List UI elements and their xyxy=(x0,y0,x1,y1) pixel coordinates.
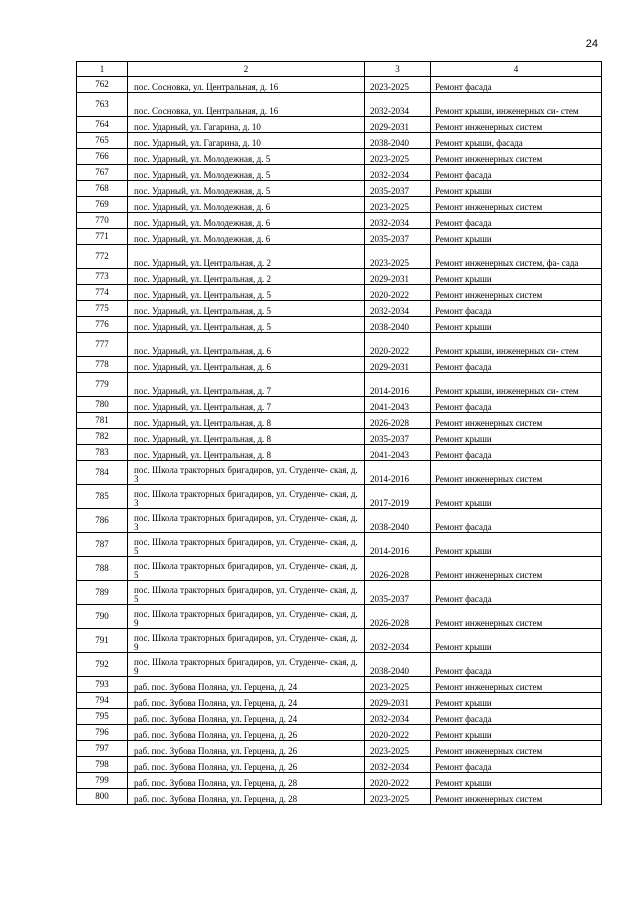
period-cell: 2029-2031 xyxy=(365,117,431,133)
address-cell: пос. Ударный, ул. Молодежная, д. 5 xyxy=(128,149,365,165)
row-number: 791 xyxy=(77,629,128,653)
row-number: 774 xyxy=(77,285,128,301)
address-cell: пос. Ударный, ул. Центральная, д. 7 xyxy=(128,397,365,413)
table-row xyxy=(77,461,602,485)
row-number: 792 xyxy=(77,653,128,677)
table-row xyxy=(77,245,602,269)
row-number: 785 xyxy=(77,485,128,509)
column-header-1: 1 xyxy=(77,62,128,77)
work-type-cell: Ремонт крыши, инженерных си- стем xyxy=(431,93,602,117)
address-cell: пос. Ударный, ул. Молодежная, д. 6 xyxy=(128,229,365,245)
work-type-cell: Ремонт инженерных систем xyxy=(431,285,602,301)
period-cell: 2032-2034 xyxy=(365,213,431,229)
row-number: 772 xyxy=(77,245,128,269)
period-cell: 2020-2022 xyxy=(365,773,431,789)
period-cell: 2038-2040 xyxy=(365,653,431,677)
address-cell: раб. пос. Зубова Поляна, ул. Герцена, д. 26 xyxy=(128,725,365,741)
period-cell: 2017-2019 xyxy=(365,485,431,509)
column-header-3: 3 xyxy=(365,62,431,77)
address-cell: раб. пос. Зубова Поляна, ул. Герцена, д. 26 xyxy=(128,757,365,773)
period-cell: 2032-2034 xyxy=(365,757,431,773)
table-row xyxy=(77,485,602,509)
work-type-cell: Ремонт инженерных систем xyxy=(431,117,602,133)
period-cell: 2023-2025 xyxy=(365,77,431,93)
table-row xyxy=(77,77,602,93)
period-cell: 2035-2037 xyxy=(365,229,431,245)
work-type-cell: Ремонт крыши xyxy=(431,181,602,197)
row-number: 784 xyxy=(77,461,128,485)
row-number: 765 xyxy=(77,133,128,149)
period-cell: 2038-2040 xyxy=(365,509,431,533)
period-cell: 2020-2022 xyxy=(365,725,431,741)
row-number: 793 xyxy=(77,677,128,693)
work-type-cell: Ремонт инженерных систем xyxy=(431,413,602,429)
table-row xyxy=(77,653,602,677)
address-cell: пос. Сосновка, ул. Центральная, д. 16 xyxy=(128,77,365,93)
address-cell: пос. Ударный, ул. Центральная, д. 5 xyxy=(128,301,365,317)
work-type-cell: Ремонт крыши xyxy=(431,429,602,445)
work-type-cell: Ремонт крыши xyxy=(431,725,602,741)
work-type-cell: Ремонт крыши xyxy=(431,317,602,333)
table-row xyxy=(77,229,602,245)
table-row xyxy=(77,93,602,117)
row-number: 780 xyxy=(77,397,128,413)
row-number: 777 xyxy=(77,333,128,357)
address-cell: пос. Школа тракторных бригадиров, ул. Студенче- ская, д. 5 xyxy=(128,581,365,605)
table-row xyxy=(77,117,602,133)
period-cell: 2020-2022 xyxy=(365,333,431,357)
period-cell: 2026-2028 xyxy=(365,605,431,629)
work-type-cell: Ремонт фасада xyxy=(431,77,602,93)
work-type-cell: Ремонт крыши, фасада xyxy=(431,133,602,149)
row-number: 775 xyxy=(77,301,128,317)
work-type-cell: Ремонт инженерных систем xyxy=(431,605,602,629)
table-row xyxy=(77,605,602,629)
period-cell: 2032-2034 xyxy=(365,301,431,317)
work-type-cell: Ремонт инженерных систем xyxy=(431,677,602,693)
address-cell: пос. Ударный, ул. Центральная, д. 2 xyxy=(128,245,365,269)
work-type-cell: Ремонт фасада xyxy=(431,445,602,461)
work-type-cell: Ремонт фасада xyxy=(431,653,602,677)
address-cell: пос. Ударный, ул. Центральная, д. 2 xyxy=(128,269,365,285)
row-number: 782 xyxy=(77,429,128,445)
row-number: 763 xyxy=(77,93,128,117)
address-cell: пос. Ударный, ул. Молодежная, д. 5 xyxy=(128,181,365,197)
address-cell: пос. Школа тракторных бригадиров, ул. Студенче- ская, д. 9 xyxy=(128,629,365,653)
address-cell: раб. пос. Зубова Поляна, ул. Герцена, д. 24 xyxy=(128,709,365,725)
row-number: 778 xyxy=(77,357,128,373)
work-type-cell: Ремонт фасада xyxy=(431,397,602,413)
period-cell: 2032-2034 xyxy=(365,165,431,181)
table-row xyxy=(77,413,602,429)
table-row xyxy=(77,213,602,229)
table-header-row xyxy=(77,62,602,77)
address-cell: пос. Ударный, ул. Центральная, д. 6 xyxy=(128,357,365,373)
work-type-cell: Ремонт инженерных систем xyxy=(431,557,602,581)
period-cell: 2023-2025 xyxy=(365,245,431,269)
row-number: 790 xyxy=(77,605,128,629)
period-cell: 2023-2025 xyxy=(365,741,431,757)
work-type-cell: Ремонт фасада xyxy=(431,581,602,605)
page-number: 24 xyxy=(585,38,598,50)
period-cell: 2020-2022 xyxy=(365,285,431,301)
period-cell: 2038-2040 xyxy=(365,133,431,149)
table-row xyxy=(77,301,602,317)
row-number: 779 xyxy=(77,373,128,397)
row-number: 783 xyxy=(77,445,128,461)
work-type-cell: Ремонт фасада xyxy=(431,301,602,317)
address-cell: пос. Школа тракторных бригадиров, ул. Студенче- ская, д. 3 xyxy=(128,485,365,509)
row-number: 776 xyxy=(77,317,128,333)
row-number: 770 xyxy=(77,213,128,229)
work-type-cell: Ремонт крыши xyxy=(431,629,602,653)
work-type-cell: Ремонт крыши, инженерных си- стем xyxy=(431,333,602,357)
work-type-cell: Ремонт крыши, инженерных си- стем xyxy=(431,373,602,397)
table-row xyxy=(77,773,602,789)
table-row xyxy=(77,629,602,653)
row-number: 771 xyxy=(77,229,128,245)
table-row xyxy=(77,557,602,581)
row-number: 781 xyxy=(77,413,128,429)
work-type-cell: Ремонт инженерных систем, фа- сада xyxy=(431,245,602,269)
work-type-cell: Ремонт крыши xyxy=(431,693,602,709)
table-row xyxy=(77,757,602,773)
work-type-cell: Ремонт крыши xyxy=(431,269,602,285)
row-number: 786 xyxy=(77,509,128,533)
period-cell: 2023-2025 xyxy=(365,197,431,213)
row-number: 764 xyxy=(77,117,128,133)
period-cell: 2026-2028 xyxy=(365,413,431,429)
period-cell: 2041-2043 xyxy=(365,397,431,413)
table-row xyxy=(77,429,602,445)
row-number: 787 xyxy=(77,533,128,557)
address-cell: пос. Школа тракторных бригадиров, ул. Студенче- ская, д. 5 xyxy=(128,533,365,557)
row-number: 768 xyxy=(77,181,128,197)
row-number: 773 xyxy=(77,269,128,285)
row-number: 796 xyxy=(77,725,128,741)
address-cell: пос. Ударный, ул. Молодежная, д. 6 xyxy=(128,213,365,229)
period-cell: 2023-2025 xyxy=(365,677,431,693)
address-cell: пос. Школа тракторных бригадиров, ул. Студенче- ская, д. 3 xyxy=(128,461,365,485)
table-row xyxy=(77,725,602,741)
period-cell: 2026-2028 xyxy=(365,557,431,581)
column-header-4: 4 xyxy=(431,62,602,77)
table-row xyxy=(77,197,602,213)
table-row xyxy=(77,709,602,725)
address-cell: пос. Ударный, ул. Гагарина, д. 10 xyxy=(128,133,365,149)
address-cell: пос. Ударный, ул. Центральная, д. 5 xyxy=(128,317,365,333)
table-row xyxy=(77,741,602,757)
address-cell: раб. пос. Зубова Поляна, ул. Герцена, д. 26 xyxy=(128,741,365,757)
work-type-cell: Ремонт фасада xyxy=(431,165,602,181)
table-row xyxy=(77,333,602,357)
row-number: 789 xyxy=(77,581,128,605)
row-number: 766 xyxy=(77,149,128,165)
work-type-cell: Ремонт крыши xyxy=(431,773,602,789)
address-cell: пос. Ударный, ул. Молодежная, д. 6 xyxy=(128,197,365,213)
address-cell: пос. Ударный, ул. Центральная, д. 8 xyxy=(128,413,365,429)
table-row xyxy=(77,693,602,709)
address-cell: пос. Ударный, ул. Гагарина, д. 10 xyxy=(128,117,365,133)
work-type-cell: Ремонт крыши xyxy=(431,229,602,245)
address-cell: пос. Школа тракторных бригадиров, ул. Студенче- ская, д. 3 xyxy=(128,509,365,533)
period-cell: 2032-2034 xyxy=(365,93,431,117)
address-cell: пос. Школа тракторных бригадиров, ул. Студенче- ская, д. 5 xyxy=(128,557,365,581)
address-cell: раб. пос. Зубова Поляна, ул. Герцена, д. 28 xyxy=(128,773,365,789)
table-row xyxy=(77,317,602,333)
period-cell: 2029-2031 xyxy=(365,269,431,285)
address-cell: пос. Ударный, ул. Молодежная, д. 5 xyxy=(128,165,365,181)
address-cell: пос. Школа тракторных бригадиров, ул. Студенче- ская, д. 9 xyxy=(128,605,365,629)
work-type-cell: Ремонт инженерных систем xyxy=(431,461,602,485)
period-cell: 2014-2016 xyxy=(365,373,431,397)
work-type-cell: Ремонт инженерных систем xyxy=(431,741,602,757)
table-row xyxy=(77,133,602,149)
period-cell: 2041-2043 xyxy=(365,445,431,461)
work-type-cell: Ремонт фасада xyxy=(431,757,602,773)
address-cell: пос. Ударный, ул. Центральная, д. 6 xyxy=(128,333,365,357)
table-row xyxy=(77,285,602,301)
work-type-cell: Ремонт инженерных систем xyxy=(431,789,602,805)
period-cell: 2032-2034 xyxy=(365,629,431,653)
address-cell: пос. Ударный, ул. Центральная, д. 8 xyxy=(128,429,365,445)
row-number: 762 xyxy=(77,77,128,93)
period-cell: 2035-2037 xyxy=(365,581,431,605)
period-cell: 2035-2037 xyxy=(365,429,431,445)
address-cell: пос. Ударный, ул. Центральная, д. 7 xyxy=(128,373,365,397)
address-cell: раб. пос. Зубова Поляна, ул. Герцена, д. 28 xyxy=(128,789,365,805)
address-cell: пос. Ударный, ул. Центральная, д. 8 xyxy=(128,445,365,461)
row-number: 788 xyxy=(77,557,128,581)
work-type-cell: Ремонт фасада xyxy=(431,509,602,533)
row-number: 798 xyxy=(77,757,128,773)
row-number: 799 xyxy=(77,773,128,789)
row-number: 794 xyxy=(77,693,128,709)
work-type-cell: Ремонт фасада xyxy=(431,213,602,229)
row-number: 800 xyxy=(77,789,128,805)
period-cell: 2029-2031 xyxy=(365,693,431,709)
table-row xyxy=(77,677,602,693)
period-cell: 2023-2025 xyxy=(365,149,431,165)
table-row xyxy=(77,357,602,373)
row-number: 767 xyxy=(77,165,128,181)
table-row xyxy=(77,149,602,165)
table-row xyxy=(77,509,602,533)
work-type-cell: Ремонт фасада xyxy=(431,709,602,725)
work-type-cell: Ремонт крыши xyxy=(431,485,602,509)
work-type-cell: Ремонт крыши xyxy=(431,533,602,557)
table-row xyxy=(77,165,602,181)
table-row xyxy=(77,181,602,197)
address-cell: раб. пос. Зубова Поляна, ул. Герцена, д. 24 xyxy=(128,693,365,709)
address-cell: пос. Сосновка, ул. Центральная, д. 16 xyxy=(128,93,365,117)
row-number: 769 xyxy=(77,197,128,213)
work-type-cell: Ремонт инженерных систем xyxy=(431,149,602,165)
work-type-cell: Ремонт фасада xyxy=(431,357,602,373)
row-number: 795 xyxy=(77,709,128,725)
table-body xyxy=(77,77,602,805)
period-cell: 2035-2037 xyxy=(365,181,431,197)
address-cell: пос. Ударный, ул. Центральная, д. 5 xyxy=(128,285,365,301)
table-row xyxy=(77,581,602,605)
table-row xyxy=(77,445,602,461)
period-cell: 2032-2034 xyxy=(365,709,431,725)
period-cell: 2014-2016 xyxy=(365,533,431,557)
period-cell: 2014-2016 xyxy=(365,461,431,485)
table-row xyxy=(77,789,602,805)
row-number: 797 xyxy=(77,741,128,757)
repair-schedule-table xyxy=(76,61,602,805)
period-cell: 2023-2025 xyxy=(365,789,431,805)
address-cell: пос. Школа тракторных бригадиров, ул. Студенче- ская, д. 9 xyxy=(128,653,365,677)
column-header-2: 2 xyxy=(128,62,365,77)
table-row xyxy=(77,269,602,285)
table-row xyxy=(77,397,602,413)
work-type-cell: Ремонт инженерных систем xyxy=(431,197,602,213)
table-row xyxy=(77,533,602,557)
table-row xyxy=(77,373,602,397)
period-cell: 2038-2040 xyxy=(365,317,431,333)
period-cell: 2029-2031 xyxy=(365,357,431,373)
address-cell: раб. пос. Зубова Поляна, ул. Герцена, д. 24 xyxy=(128,677,365,693)
